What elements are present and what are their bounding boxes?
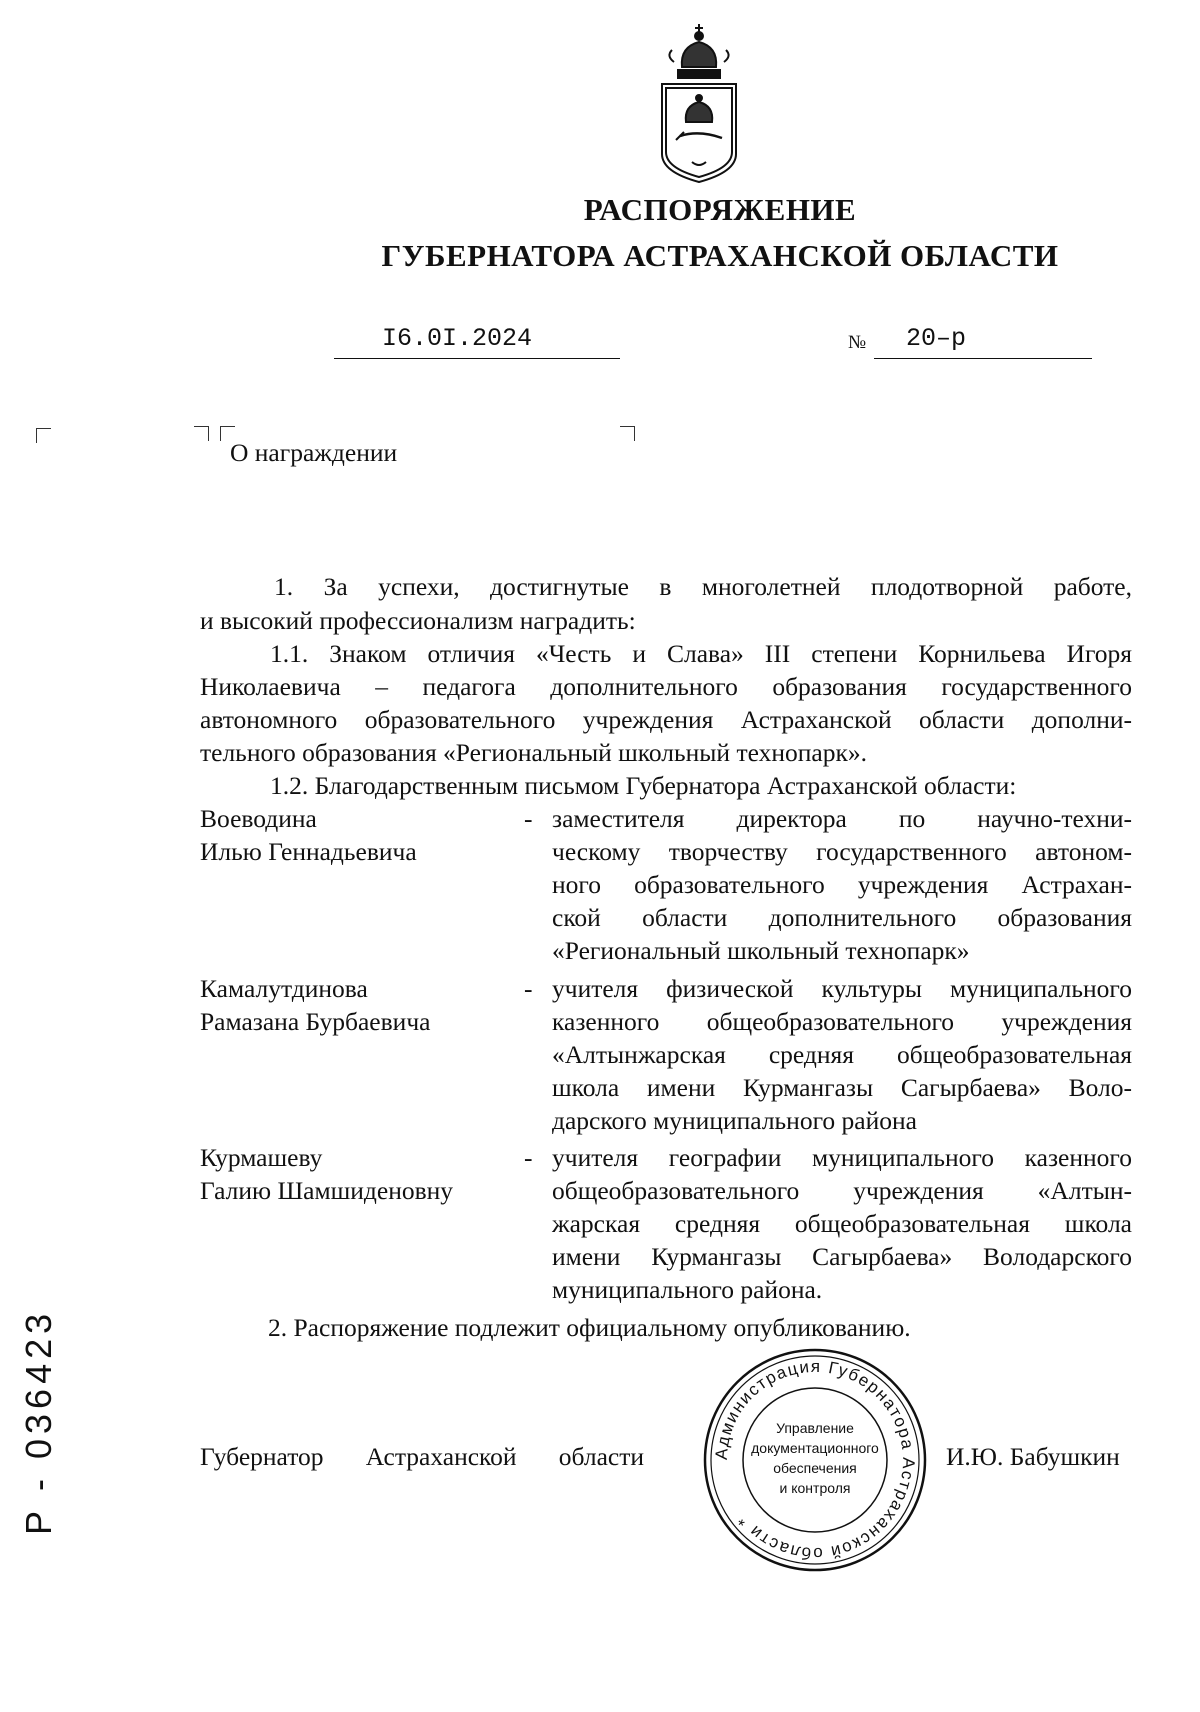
coat-of-arms-emblem <box>652 22 746 190</box>
number-field <box>874 324 1092 359</box>
date-field <box>334 324 620 359</box>
awardee-3-desc-line-1: учителя географии муниципального казенного <box>552 1143 1132 1172</box>
awardee-1-desc-line-4: ской области дополнительного образования <box>552 903 1132 932</box>
awardee-1-desc-line-3: ного образовательного учреждения Астрахан- <box>552 870 1132 899</box>
awardee-3-desc-line-5: муниципального района. <box>552 1275 823 1304</box>
paragraph-1-line-2: и высокий профессионализм наградить: <box>200 606 636 635</box>
awardee-3-given-names: Галию Шамшиденовну <box>200 1176 454 1205</box>
stamp-line-1: Управление <box>776 1420 854 1436</box>
corner-mark-subject-right-1 <box>194 426 209 441</box>
issuer-title: ГУБЕРНАТОРА АСТРАХАНСКОЙ ОБЛАСТИ <box>381 238 1059 273</box>
stamp-line-3: обеспечения <box>773 1460 857 1476</box>
awardee-2-desc-line-1: учителя физической культуры муниципального <box>552 974 1132 1003</box>
side-serial-code: Р - 036423 <box>18 1308 59 1535</box>
document-type-title: РАСПОРЯЖЕНИЕ <box>583 192 857 227</box>
number-value: 20–р <box>906 324 967 353</box>
awardee-3-desc-line-3: жарская средняя общеобразовательная школа <box>552 1209 1132 1238</box>
corner-mark-left <box>36 428 51 443</box>
number-sign: № <box>848 332 867 353</box>
awardee-2-desc-line-4: школа имени Курмангазы Сагырбаева» Воло- <box>552 1073 1132 1102</box>
awardee-3-desc-line-2: общеобразовательного учреждения «Алтын- <box>552 1176 1132 1205</box>
official-stamp <box>700 1345 930 1575</box>
signatory-position: Губернатор Астраханской области <box>200 1442 644 1471</box>
stamp-line-2: документационного <box>751 1440 879 1456</box>
paragraph-1-1-line-4: тельного образования «Региональный школьный технопарк». <box>200 738 867 767</box>
awardee-1-desc-line-1: заместителя директора по научно-техни- <box>552 804 1132 833</box>
paragraph-2: 2. Распоряжение подлежит официальному опубликованию. <box>268 1313 911 1342</box>
awardee-1-desc-line-5: «Региональный школьный технопарк» <box>552 936 970 965</box>
awardee-3-surname: Курмашеву <box>200 1143 323 1172</box>
paragraph-1-1-line-1: 1.1. Знаком отличия «Честь и Слава» III степени Корнильева Игоря <box>270 639 1132 668</box>
stamp-line-4: и контроля <box>779 1480 851 1496</box>
paragraph-1-1-line-3: автономного образовательного учреждения Астраханской области дополни- <box>200 705 1132 734</box>
corner-mark-subject-end <box>620 426 635 441</box>
awardee-2-given-names: Рамазана Бурбаевича <box>200 1007 431 1036</box>
awardee-1-dash: - <box>524 804 533 833</box>
date-value: I6.0I.2024 <box>382 324 533 353</box>
awardee-2-desc-line-2: казенного общеобразовательного учреждения <box>552 1007 1132 1036</box>
paragraph-1-2: 1.2. Благодарственным письмом Губернатора Астраханской области: <box>270 771 1017 800</box>
awardee-2-surname: Камалутдинова <box>200 974 368 1003</box>
awardee-1-desc-line-2: ческому творчеству государственного автоном- <box>552 837 1132 866</box>
awardee-2-dash: - <box>524 974 533 1003</box>
awardee-1-given-names: Илью Геннадьевича <box>200 837 417 866</box>
awardee-2-desc-line-3: «Алтынжарская средняя общеобразовательная <box>552 1040 1132 1069</box>
awardee-2-desc-line-5: дарского муниципального района <box>552 1106 917 1135</box>
paragraph-1-line-1: 1. За успехи, достигнутые в многолетней плодотворной работе, <box>274 572 1132 601</box>
signatory-name: И.Ю. Бабушкин <box>946 1442 1120 1471</box>
awardee-3-desc-line-4: имени Курмангазы Сагырбаева» Володарского <box>552 1242 1132 1271</box>
paragraph-1-1-line-2: Николаевича – педагога дополнительного образования государственного <box>200 672 1132 701</box>
subject-line: О награждении <box>230 438 398 467</box>
awardee-3-dash: - <box>524 1143 533 1172</box>
stamp-ring-text: Администрация Губернатора Астраханской области * <box>711 1356 919 1564</box>
awardee-1-surname: Воеводина <box>200 804 317 833</box>
